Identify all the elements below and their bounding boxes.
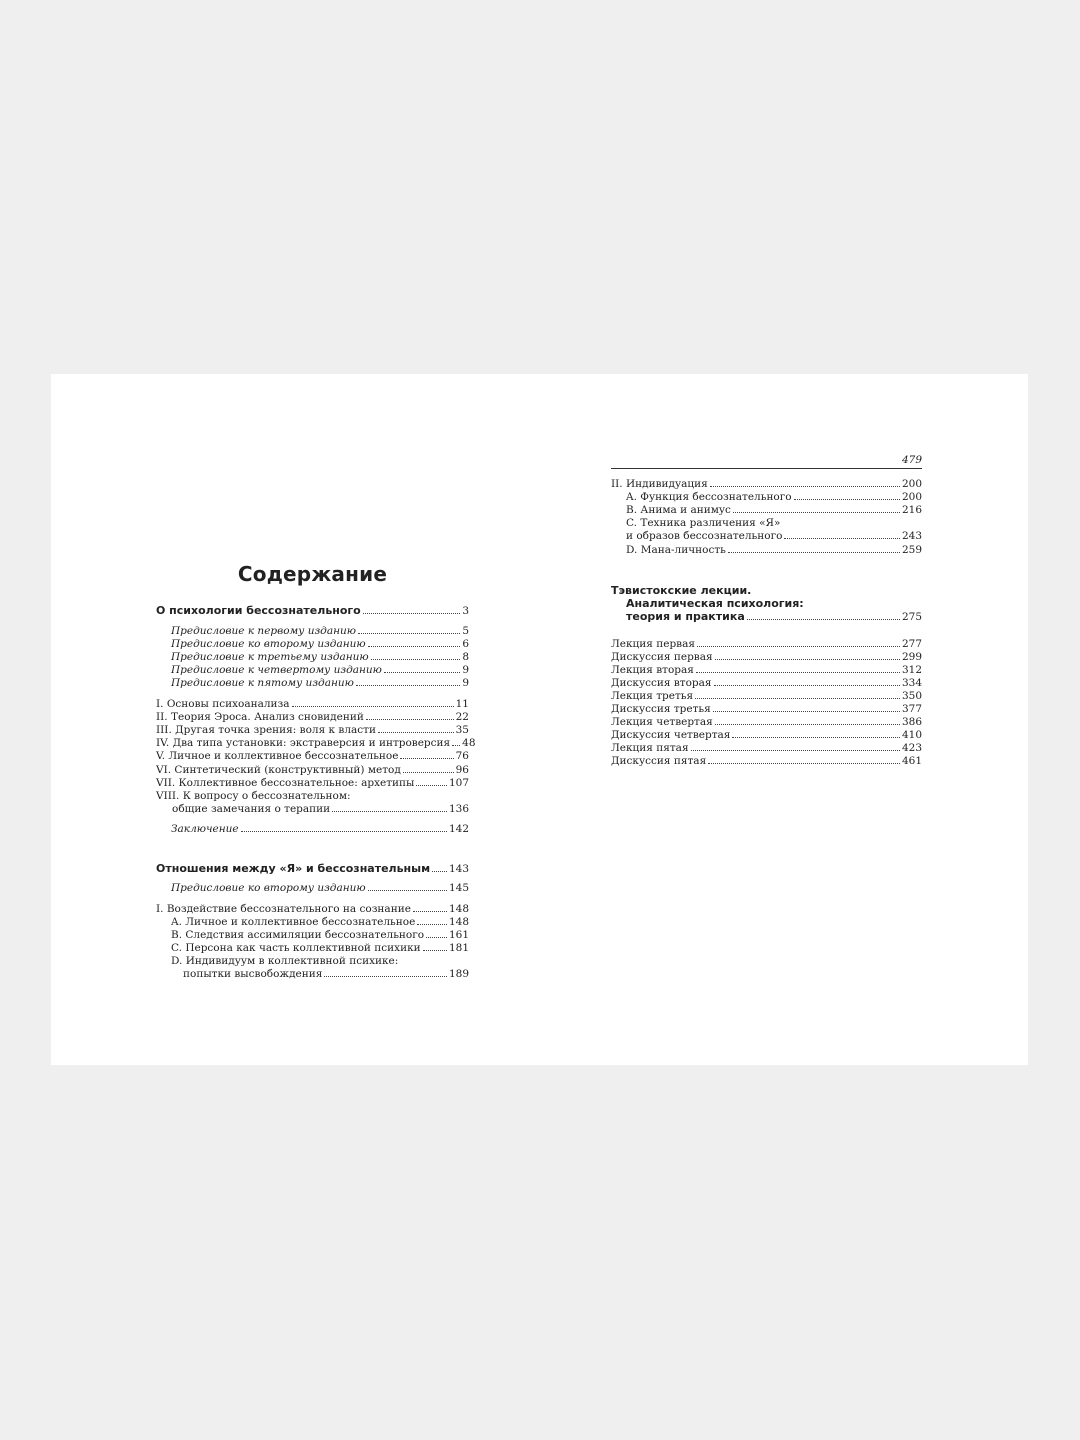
toc-entry: Лекция четвертая 386 <box>611 716 922 728</box>
page-title: Содержание <box>237 562 388 586</box>
toc-entry: D. Мана-личность 259 <box>626 544 922 556</box>
toc-entry: Лекция вторая 312 <box>611 664 922 676</box>
toc-entry-line: VIII. К вопросу о бессознательном: <box>156 790 351 802</box>
toc-entry: III. Другая точка зрения: воля к власти 35 <box>156 724 469 736</box>
toc-entry-line: D. Индивидуум в коллективной психике: <box>171 955 399 967</box>
toc-entry: Дискуссия вторая 334 <box>611 677 922 689</box>
toc-entry: B. Анима и анимус 216 <box>626 504 922 516</box>
toc-entry: A. Функция бессознательного 200 <box>626 491 922 503</box>
toc-entry: C. Персона как часть коллективной психики 181 <box>171 942 469 954</box>
toc-entry: Заключение 142 <box>171 823 469 835</box>
toc-entry: Лекция третья 350 <box>611 690 922 702</box>
toc-entry: Предисловие ко второму изданию 145 <box>171 882 469 894</box>
toc-section-2: Отношения между «Я» и бессознательным 143 <box>156 862 469 875</box>
toc-entry: VII. Коллективное бессознательное: архетипы 107 <box>156 777 469 789</box>
toc-section-3-line1: Тэвистокские лекции. <box>611 584 752 597</box>
toc-entry: и образов бессознательного 243 <box>626 530 922 542</box>
toc-entry: II. Индивидуация 200 <box>611 478 922 490</box>
toc-entry: Лекция пятая 423 <box>611 742 922 754</box>
toc-entry: Предисловие к третьему изданию 8 <box>171 651 469 663</box>
toc-entry-line: C. Техника различения «Я» <box>626 517 781 529</box>
toc-entry: Предисловие к пятому изданию 9 <box>171 677 469 689</box>
toc-entry: общие замечания о терапии 136 <box>172 803 469 815</box>
toc-entry: Дискуссия пятая 461 <box>611 755 922 767</box>
page-number: 479 <box>901 454 922 466</box>
toc-entry: II. Теория Эроса. Анализ сновидений 22 <box>156 711 469 723</box>
toc-entry: Дискуссия третья 377 <box>611 703 922 715</box>
toc-entry: Лекция первая 277 <box>611 638 922 650</box>
toc-entry: Предисловие к первому изданию 5 <box>171 625 469 637</box>
toc-entry: Предисловие к четвертому изданию 9 <box>171 664 469 676</box>
toc-section-3-line2: Аналитическая психология: <box>626 597 804 610</box>
toc-entry: I. Воздействие бессознательного на сознание 148 <box>156 903 469 915</box>
book-spread <box>51 374 1028 1065</box>
left-page <box>156 374 476 1065</box>
toc-entry: I. Основы психоанализа 11 <box>156 698 469 710</box>
toc-entry: B. Следствия ассимиляции бессознательного 161 <box>171 929 469 941</box>
toc-entry: IV. Два типа установки: экстраверсия и интроверсия 48 <box>156 737 476 749</box>
toc-entry: попытки высвобождения 189 <box>183 968 469 980</box>
toc-entry: Дискуссия первая 299 <box>611 651 922 663</box>
toc-section-1: О психологии бессознательного 3 <box>156 604 469 617</box>
toc-entry: A. Личное и коллективное бессознательное 148 <box>171 916 469 928</box>
toc-entry: Предисловие ко второму изданию 6 <box>171 638 469 650</box>
toc-entry: Дискуссия четвертая 410 <box>611 729 922 741</box>
toc-entry: VI. Синтетический (конструктивный) метод 96 <box>156 764 469 776</box>
toc-section-3: теория и практика 275 <box>626 610 922 623</box>
toc-entry: V. Личное и коллективное бессознательное 76 <box>156 750 469 762</box>
running-head <box>611 454 922 469</box>
right-page <box>611 374 922 1065</box>
